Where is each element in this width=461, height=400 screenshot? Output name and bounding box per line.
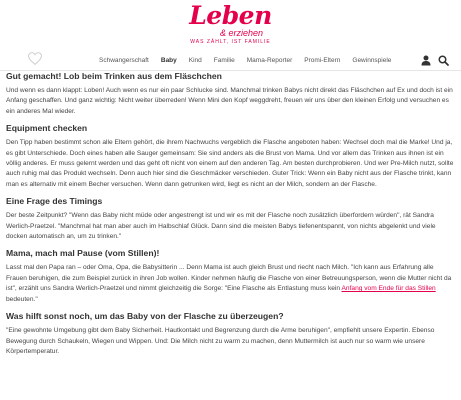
section-text: Der beste Zeitpunkt? "Wenn das Baby nicht müde oder angestrengt ist und wir es mit der Flasche noch zusätzlich überfordern würden", rät Sandra Werlich-Praetzel. "Manchmal hat man aber auch im Halbschlaf Glück. Dann sind die meisten Babys tiefenentspannt, von nichts abgelenkt und viele docken automatisch an, um zu trinken." xyxy=(6,212,436,241)
nav-item-gewinnspiele[interactable]: Gewinnspiele xyxy=(352,57,392,64)
nav-item-promi-eltern[interactable]: Promi-Eltern xyxy=(304,57,341,64)
article-section xyxy=(6,122,456,190)
section-text xyxy=(6,263,456,305)
section-heading: Mama, mach mal Pause (vom Stillen)! xyxy=(6,248,160,259)
text-after-link: bedeuten." xyxy=(6,295,38,303)
text-before-link: Lasst mal den Papa ran – oder Oma, Opa, die Babysitterin ... Denn Mama ist auch gleich Brust und riecht nach Milch. "Ich kann aus Erfahrung alle Frauen beruhigen, die zum Beispiel zurück in ihren Job wollen. Kinder nehmen häufig die Flasche von einer Betreuungsperson, wenn die Mutter nicht da ist", erzählt uns Sandra Werlich-Praetzel und nimmt gleichzeitig die Sorge: "Eine Flasche als Entlastung muss kein xyxy=(6,264,452,293)
section-heading: Equipment checken xyxy=(6,123,88,134)
section-heading: Eine Frage des Timings xyxy=(6,196,103,207)
article-section xyxy=(6,247,456,305)
article-section xyxy=(6,310,456,357)
nav-item-familie[interactable]: Familie xyxy=(213,57,235,64)
logo-tagline: WAS ZÄHLT, IST FAMILIE xyxy=(190,39,271,45)
article-section xyxy=(6,195,456,242)
section-text: Und wenn es dann klappt: Loben! Auch wenn es nur ein paar Schlucke sind. Manchmal trinken Babys nicht direkt das Fläschchen auf Ex und doch ist ein Anfang geschaffen. Und ganz wichtig: Nicht weiter überreden! Wenn Mini den Kopf weggdreht, freuen wir uns über den kleinen Erfolg und versuchen es ein anderes Mal wieder. xyxy=(6,87,453,115)
site-header xyxy=(0,0,461,73)
nav-item-mama-reporter[interactable]: Mama-Reporter xyxy=(246,57,293,64)
section-text: "Eine gewohnte Umgebung gibt dem Baby Sicherheit. Hautkontakt und Begrenzung durch die Arme beruhigen", empfiehlt unsere Expertin. Ebenso Bewegung durch Schaukeln, Wiegen und Wippen. Und: Die Milch nicht zu warm zu machen, denn Muttermilch ist auch nur so warm wie unsere Körpertemperatur. xyxy=(6,327,435,355)
logo-sub-text: & erziehen xyxy=(219,28,264,38)
article-body xyxy=(6,70,456,362)
section-text: Den Tipp haben bestimmt schon alle Eltern gehört, die ihrem Nachwuchs vergeblich die Flasche angeboten haben: Wechsel doch mal die Marke! Und ja, es gibt Unterschiede. Doch eines haben alle Sauger gemeinsam: Sie sind anders als die Brust von Mama. Und vor allem das Trinken aus ihnen ist ein völlig anderes. Er muss gelernt werden und das geht oft nicht von einem auf den anderen Tag. Am besten durchprobieren. Und wer Pre-Milch nutzt, sollte auch ruhig mal das Produkt wechseln. Denn auch hier sind die Geschmäcker verschieden. Guter Trick: Wenn ein Baby nicht aus der Flasche trinkt, kann man es alternativ mit einem Becher versuchen. Wenn dann getrunken wird, liegt es nicht an der Milch, sondern an der Flasche. xyxy=(6,139,454,188)
heart-outline-icon[interactable] xyxy=(28,52,42,65)
nav-item-kind[interactable]: Kind xyxy=(188,57,202,64)
user-icon[interactable] xyxy=(421,55,431,66)
nav-item-schwangerschaft[interactable]: Schwangerschaft xyxy=(99,57,149,64)
section-heading: Was hilft sonst noch, um das Baby von der Flasche zu überzeugen? xyxy=(6,311,284,322)
section-heading: Gut gemacht! Lob beim Trinken aus dem Fläschchen xyxy=(6,71,222,81)
search-icon[interactable] xyxy=(438,55,449,66)
article-section xyxy=(6,70,456,117)
nav-item-baby[interactable]: Baby xyxy=(160,57,177,64)
logo-main-text: Leben xyxy=(189,1,272,30)
site-logo[interactable] xyxy=(0,0,461,46)
article-link-stillen[interactable]: Anfang vom Ende für das Stillen xyxy=(341,285,436,293)
main-nav xyxy=(93,56,397,66)
